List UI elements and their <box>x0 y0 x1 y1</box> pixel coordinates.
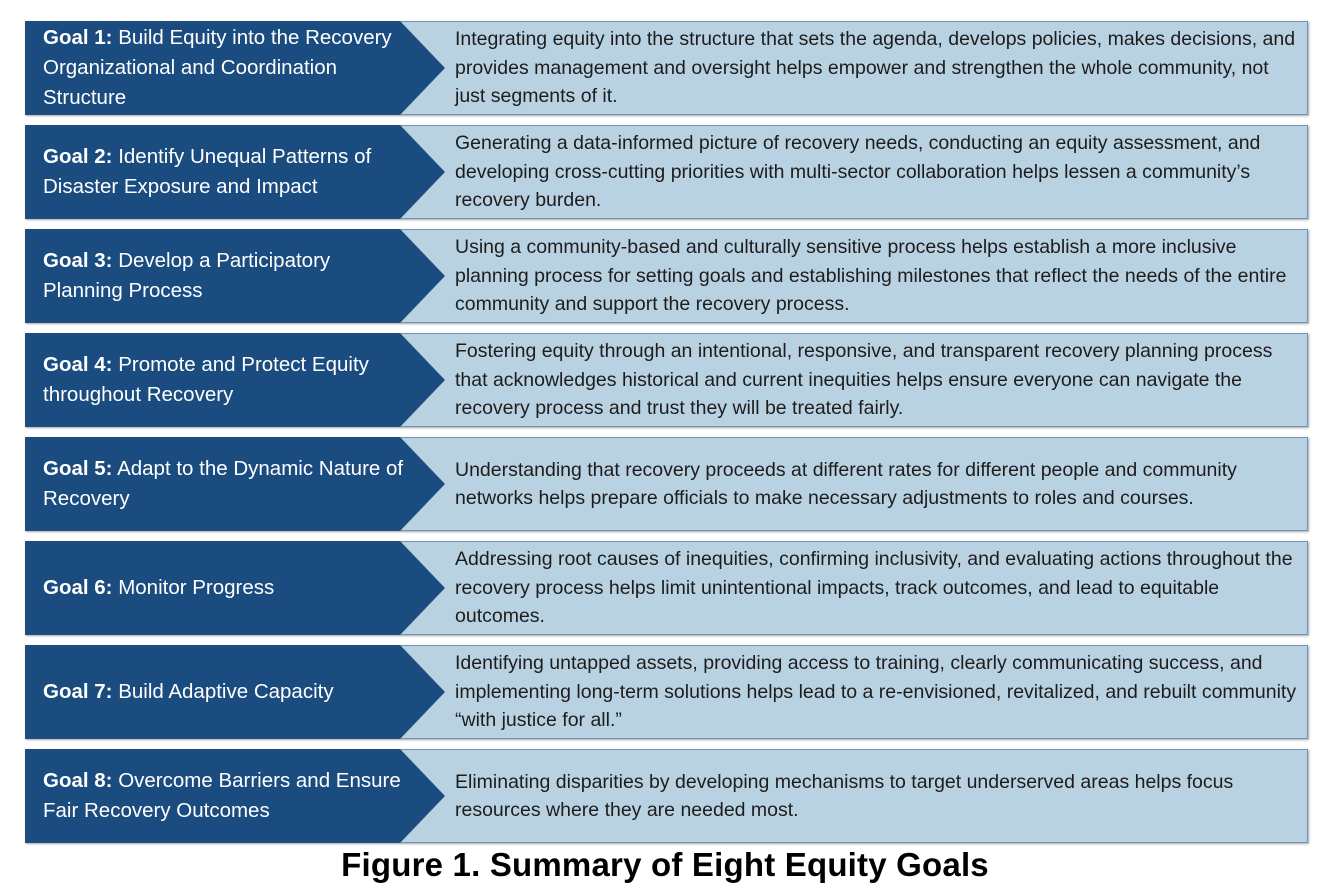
goal-label: Goal 5: <box>43 457 113 480</box>
goal-title-text: Build Equity into the Recovery Organizational and Coordination Structure <box>43 26 392 109</box>
goal-row-7 <box>25 645 1308 739</box>
goal-row-3 <box>25 229 1308 323</box>
goal-description: Using a community-based and culturally sensitive process helps establish a more inclusive planning process for setting goals and establishing milestones that reflect the needs of the entire community and support the recovery process. <box>455 236 1287 316</box>
goal-title <box>43 333 408 427</box>
goal-title-text: Overcome Barriers and Ensure Fair Recovery Outcomes <box>43 769 401 822</box>
goal-description: Addressing root causes of inequities, confirming inclusivity, and evaluating actions throughout the recovery process helps limit unintentional impacts, track outcomes, and lead to equitable outcomes. <box>455 548 1293 628</box>
goal-label: Goal 3: <box>43 249 113 272</box>
goal-label: Goal 6: <box>43 576 113 599</box>
goal-title-text: Build Adaptive Capacity <box>118 680 334 703</box>
goal-title <box>43 21 408 115</box>
figure-caption: Figure 1. Summary of Eight Equity Goals <box>341 846 989 883</box>
goal-row-6 <box>25 541 1308 635</box>
goal-row-5 <box>25 437 1308 531</box>
goal-title <box>43 645 408 739</box>
goal-title-text: Monitor Progress <box>118 576 275 599</box>
goal-label: Goal 2: <box>43 145 113 168</box>
goal-title <box>43 125 408 219</box>
goals-diagram <box>25 21 1308 853</box>
goal-row-1 <box>25 21 1308 115</box>
goal-title-text: Identify Unequal Patterns of Disaster Exposure and Impact <box>43 145 372 198</box>
goal-title <box>43 437 408 531</box>
goal-row-8 <box>25 749 1308 843</box>
goal-title-text: Develop a Participatory Planning Process <box>43 249 331 302</box>
goal-title-text: Adapt to the Dynamic Nature of Recovery <box>43 457 404 510</box>
goal-row-4 <box>25 333 1308 427</box>
goal-title <box>43 749 408 843</box>
goal-description: Identifying untapped assets, providing access to training, clearly communicating success, and implementing long-term solutions helps lead to a re-envisioned, revitalized, and rebuilt community “with justice for all.” <box>455 652 1297 732</box>
goal-title <box>43 229 408 323</box>
goal-title-text: Promote and Protect Equity throughout Recovery <box>43 353 369 406</box>
goal-description: Understanding that recovery proceeds at different rates for different people and community networks helps prepare officials to make necessary adjustments to roles and courses. <box>455 458 1237 509</box>
goal-title <box>43 541 408 635</box>
goal-label: Goal 8: <box>43 769 113 792</box>
goal-description: Eliminating disparities by developing mechanisms to target underserved areas helps focus resources where they are needed most. <box>455 770 1234 821</box>
goal-row-2 <box>25 125 1308 219</box>
goal-description: Fostering equity through an intentional, responsive, and transparent recovery planning process that acknowledges historical and current inequities helps ensure everyone can navigate the recovery process and trust they will be treated fairly. <box>455 340 1273 420</box>
goal-label: Goal 4: <box>43 353 113 376</box>
goal-description: Integrating equity into the structure that sets the agenda, develops policies, makes decisions, and provides management and oversight helps empower and strengthen the whole community, not just segments of it. <box>455 28 1296 108</box>
goal-description: Generating a data-informed picture of recovery needs, conducting an equity assessment, and developing cross-cutting priorities with multi-sector collaboration helps lessen a community’s recovery burden. <box>455 132 1261 212</box>
goal-label: Goal 1: <box>43 26 113 49</box>
goal-label: Goal 7: <box>43 680 113 703</box>
